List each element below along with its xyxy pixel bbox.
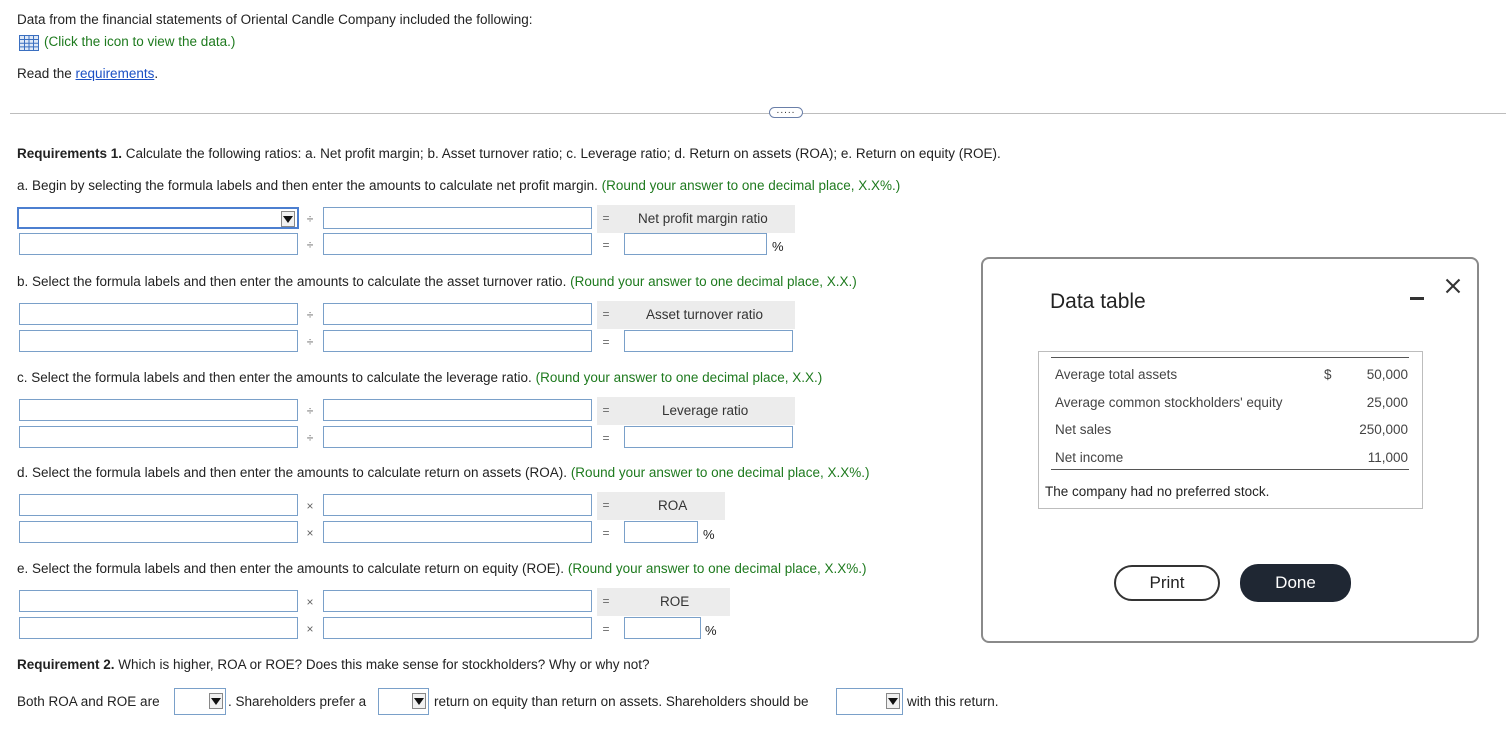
- part-a-result-input[interactable]: [624, 233, 767, 255]
- part-b-numerator-label-field[interactable]: [19, 303, 298, 325]
- part-d-prompt-text: d. Select the formula labels and then enter the amounts to calculate return on assets (ROA).: [17, 465, 568, 480]
- requirement-1-text: Calculate the following ratios: a. Net profit margin; b. Asset turnover ratio; c. Leverage ratio; d. Return on assets (ROA); e. Return on equity (ROE).: [122, 146, 1001, 161]
- equals-operator: =: [602, 622, 610, 636]
- print-button[interactable]: Print: [1114, 565, 1220, 601]
- table-row: [1039, 416, 1422, 442]
- row-label: Average common stockholders' equity: [1055, 395, 1283, 410]
- part-e-result-label: ROE: [660, 594, 690, 609]
- part-c-result-label: Leverage ratio: [662, 403, 749, 418]
- req2-sentence-part1: Both ROA and ROE are: [17, 694, 160, 709]
- multiply-operator: ×: [306, 526, 314, 540]
- part-b-hint: (Round your answer to one decimal place, X.X.): [570, 274, 857, 289]
- part-c-result-input[interactable]: [624, 426, 793, 448]
- equals-operator: =: [602, 403, 610, 417]
- read-prefix: Read the: [17, 66, 76, 81]
- part-c-numerator-amount[interactable]: [19, 426, 298, 448]
- req2-sentence-part3: return on equity than return on assets. Shareholders should be: [434, 694, 809, 709]
- percent-suffix: %: [772, 239, 784, 254]
- part-b-numerator-amount[interactable]: [19, 330, 298, 352]
- chevron-down-icon: [281, 211, 295, 227]
- expand-collapse-button[interactable]: .....: [769, 107, 803, 118]
- part-b-denominator-label-field[interactable]: [323, 303, 592, 325]
- part-d-first-amount[interactable]: [19, 521, 298, 543]
- close-button[interactable]: [1441, 274, 1465, 298]
- currency-symbol: $: [1324, 367, 1332, 382]
- part-b-prompt-text: b. Select the formula labels and then enter the amounts to calculate the asset turnover ratio.: [17, 274, 567, 289]
- requirement-2-label: Requirement 2.: [17, 657, 115, 672]
- part-a-numerator-label-dropdown[interactable]: [17, 207, 299, 229]
- percent-suffix: %: [705, 623, 717, 638]
- percent-suffix: %: [703, 527, 715, 542]
- read-suffix: .: [154, 66, 159, 81]
- req2-sentence-part4: with this return.: [907, 694, 999, 709]
- part-e-first-amount[interactable]: [19, 617, 298, 639]
- divide-operator: ÷: [306, 404, 314, 418]
- minimize-button[interactable]: [1407, 285, 1427, 305]
- part-b-result-label: Asset turnover ratio: [646, 307, 764, 322]
- equals-operator: =: [602, 594, 610, 608]
- part-c-hint: (Round your answer to one decimal place, X.X.): [535, 370, 823, 385]
- multiply-operator: ×: [306, 499, 314, 513]
- part-a-prompt-text: a. Begin by selecting the formula labels and then enter the amounts to calculate net profit margin.: [17, 178, 598, 193]
- multiply-operator: ×: [306, 595, 314, 609]
- dialog-title: Data table: [1050, 290, 1146, 313]
- roa-roe-comparison-dropdown[interactable]: [174, 688, 226, 715]
- row-value: 25,000: [1366, 395, 1408, 410]
- table-row: [1039, 361, 1422, 387]
- equals-operator: =: [602, 211, 610, 225]
- part-b-denominator-amount[interactable]: [323, 330, 592, 352]
- part-e-first-label-field[interactable]: [19, 590, 298, 612]
- part-e-prompt-text: e. Select the formula labels and then enter the amounts to calculate return on equity (ROE).: [17, 561, 565, 576]
- table-top-rule: [1051, 357, 1409, 358]
- divide-operator: ÷: [306, 335, 314, 349]
- part-c-numerator-label-field[interactable]: [19, 399, 298, 421]
- requirement-2-text: Which is higher, ROA or ROE? Does this make sense for stockholders? Why or why not?: [114, 657, 650, 672]
- equals-operator: =: [602, 238, 610, 252]
- part-d-first-label-field[interactable]: [19, 494, 298, 516]
- equals-operator: =: [602, 498, 610, 512]
- row-value: 50,000: [1366, 367, 1408, 382]
- row-value: 250,000: [1359, 422, 1408, 437]
- divide-operator: ÷: [306, 212, 314, 226]
- part-e-second-amount[interactable]: [323, 617, 592, 639]
- multiply-operator: ×: [306, 622, 314, 636]
- part-c-denominator-amount[interactable]: [323, 426, 592, 448]
- row-label: Average total assets: [1055, 367, 1178, 382]
- data-table-icon[interactable]: [19, 35, 39, 51]
- row-value: 11,000: [1367, 450, 1408, 465]
- row-label: Net sales: [1055, 422, 1112, 437]
- part-c-prompt: [17, 370, 822, 385]
- equals-operator: =: [602, 431, 610, 445]
- part-c-denominator-label-field[interactable]: [323, 399, 592, 421]
- requirement-2-heading: [17, 657, 650, 672]
- shareholder-attitude-dropdown[interactable]: [836, 688, 903, 715]
- table-note: The company had no preferred stock.: [1045, 484, 1270, 499]
- minimize-icon: [1410, 297, 1424, 300]
- close-icon: [1445, 278, 1461, 294]
- part-c-prompt-text: c. Select the formula labels and then enter the amounts to calculate the leverage ratio.: [17, 370, 532, 385]
- part-e-prompt: [17, 561, 866, 576]
- chevron-down-icon: [886, 693, 900, 709]
- equals-operator: =: [602, 307, 610, 321]
- chevron-down-icon: [412, 693, 426, 709]
- view-data-link[interactable]: (Click the icon to view the data.): [44, 34, 236, 49]
- shareholder-preference-dropdown[interactable]: [378, 688, 429, 715]
- part-a-numerator-amount[interactable]: [19, 233, 298, 255]
- part-b-prompt: [17, 274, 857, 289]
- table-bottom-rule: [1051, 469, 1409, 470]
- part-a-prompt: [17, 178, 900, 193]
- done-button[interactable]: Done: [1240, 564, 1351, 602]
- equals-operator: =: [602, 526, 610, 540]
- part-e-second-label-field[interactable]: [323, 590, 592, 612]
- part-d-hint: (Round your answer to one decimal place, X.X%.): [570, 465, 870, 480]
- part-b-result-input[interactable]: [624, 330, 793, 352]
- req2-sentence-part2: . Shareholders prefer a: [228, 694, 367, 709]
- part-d-prompt: [17, 465, 869, 480]
- part-d-result-label: ROA: [658, 498, 688, 513]
- part-a-denominator-amount[interactable]: [323, 233, 592, 255]
- part-a-denominator-label-field[interactable]: [323, 207, 592, 229]
- data-table-dialog: [981, 257, 1479, 643]
- table-row: [1039, 389, 1422, 415]
- divide-operator: ÷: [306, 238, 314, 252]
- requirement-1-heading: [17, 146, 1001, 161]
- read-requirements-line: [17, 66, 158, 81]
- divide-operator: ÷: [306, 431, 314, 445]
- equals-operator: =: [602, 335, 610, 349]
- part-d-second-label-field[interactable]: [323, 494, 592, 516]
- part-a-hint: (Round your answer to one decimal place, X.X%.): [601, 178, 901, 193]
- part-d-result-input[interactable]: [624, 521, 698, 543]
- requirement-1-label: Requirements 1.: [17, 146, 123, 161]
- requirements-link[interactable]: requirements: [75, 66, 155, 81]
- part-e-result-input[interactable]: [624, 617, 701, 639]
- data-table-container: [1038, 351, 1423, 509]
- section-divider: [10, 113, 1506, 114]
- part-d-second-amount[interactable]: [323, 521, 592, 543]
- part-a-result-label: Net profit margin ratio: [638, 211, 768, 226]
- intro-text: Data from the financial statements of Oriental Candle Company included the following:: [17, 12, 533, 27]
- row-label: Net income: [1055, 450, 1124, 465]
- part-e-hint: (Round your answer to one decimal place, X.X%.): [567, 561, 867, 576]
- table-row: [1039, 444, 1422, 470]
- divide-operator: ÷: [306, 308, 314, 322]
- chevron-down-icon: [209, 693, 223, 709]
